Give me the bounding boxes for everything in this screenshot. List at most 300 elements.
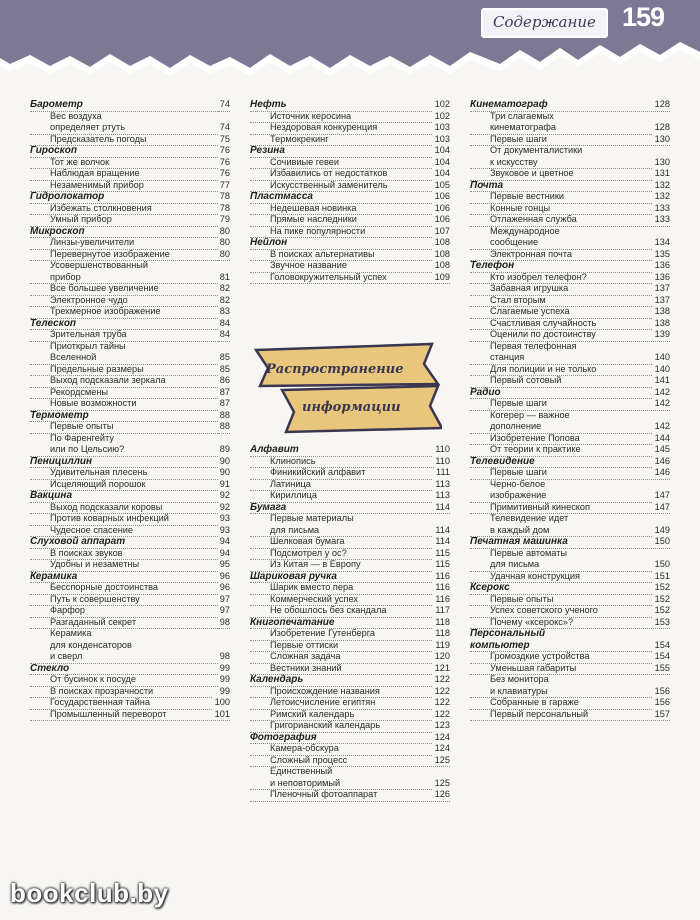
toc-entry[interactable] bbox=[30, 375, 230, 387]
section-title-box bbox=[481, 8, 608, 38]
toc-entry[interactable] bbox=[250, 582, 450, 594]
toc-page-number: 96 bbox=[218, 571, 230, 584]
toc-entry[interactable] bbox=[30, 651, 230, 663]
toc-entry-title: Телефон bbox=[470, 260, 670, 273]
toc-entry[interactable] bbox=[470, 605, 670, 617]
toc-heading[interactable] bbox=[30, 663, 230, 675]
toc-page-number: 116 bbox=[433, 582, 450, 595]
toc-heading[interactable] bbox=[470, 180, 670, 192]
toc-entry-title: или по Цельсию? bbox=[30, 444, 230, 457]
toc-entry[interactable] bbox=[470, 686, 670, 698]
toc-entry[interactable] bbox=[250, 559, 450, 571]
toc-heading[interactable] bbox=[30, 191, 230, 203]
toc-entry-title: Предсказатель погоды bbox=[30, 134, 230, 147]
toc-entry[interactable] bbox=[470, 490, 670, 502]
toc-entry[interactable] bbox=[250, 628, 450, 640]
toc-entry[interactable] bbox=[30, 640, 230, 652]
toc-entry[interactable] bbox=[470, 111, 670, 123]
toc-entry[interactable] bbox=[30, 295, 230, 307]
toc-entry[interactable] bbox=[470, 191, 670, 203]
toc-heading[interactable] bbox=[470, 628, 670, 640]
toc-page-number: 87 bbox=[218, 387, 230, 400]
toc-heading[interactable] bbox=[250, 145, 450, 157]
toc-entry[interactable] bbox=[470, 548, 670, 560]
page-number: 159 bbox=[622, 2, 665, 32]
toc-heading[interactable] bbox=[250, 444, 450, 456]
toc-entry-title: компьютер bbox=[470, 640, 670, 653]
toc-page-number: 93 bbox=[218, 513, 230, 526]
toc-entry-title: От теории к практике bbox=[470, 444, 670, 457]
toc-entry[interactable] bbox=[470, 651, 670, 663]
toc-page-number: 139 bbox=[653, 329, 670, 342]
toc-gap bbox=[250, 329, 450, 341]
toc-entry[interactable] bbox=[470, 594, 670, 606]
toc-heading[interactable] bbox=[250, 99, 450, 111]
toc-gap bbox=[250, 364, 450, 376]
toc-entry-title: Уменьшая габариты bbox=[470, 663, 670, 676]
toc-heading[interactable] bbox=[250, 674, 450, 686]
toc-entry-title: Единственный bbox=[270, 766, 333, 776]
toc-page-number: 82 bbox=[218, 283, 230, 296]
toc-entry[interactable] bbox=[250, 640, 450, 652]
toc-entry[interactable] bbox=[470, 433, 670, 445]
toc-entry[interactable] bbox=[30, 617, 230, 629]
toc-entry[interactable] bbox=[30, 134, 230, 146]
toc-entry-title: Счастливая случайность bbox=[470, 318, 670, 331]
toc-heading[interactable] bbox=[250, 237, 450, 249]
toc-entry-title: На пике популярности bbox=[250, 226, 450, 239]
toc-entry[interactable] bbox=[470, 502, 670, 514]
toc-page-number: 140 bbox=[653, 352, 670, 365]
toc-entry-title: Когерер — важное bbox=[490, 409, 570, 420]
toc-gap bbox=[250, 295, 450, 307]
toc-entry[interactable] bbox=[250, 709, 450, 721]
toc-entry-title: Умный прибор bbox=[30, 214, 230, 227]
toc-entry[interactable] bbox=[250, 605, 450, 617]
toc-page-number: 107 bbox=[433, 226, 450, 239]
toc-entry[interactable] bbox=[30, 260, 230, 272]
toc-entry[interactable] bbox=[250, 134, 450, 146]
toc-page-number: 106 bbox=[433, 203, 450, 216]
toc-entry-title: Клинопись bbox=[250, 456, 450, 469]
toc-entry-title: В поисках прозрачности bbox=[30, 686, 230, 699]
toc-entry-title: В поисках звуков bbox=[30, 548, 230, 561]
toc-entry[interactable] bbox=[30, 559, 230, 571]
toc-entry-title: Искусственный заменитель bbox=[250, 180, 450, 193]
toc-entry[interactable] bbox=[250, 686, 450, 698]
toc-page-number: 118 bbox=[433, 617, 450, 630]
toc-heading[interactable] bbox=[30, 99, 230, 111]
toc-page-number: 141 bbox=[653, 375, 670, 388]
toc-page-number: 85 bbox=[218, 352, 230, 365]
ribbon-line-2: информации bbox=[302, 400, 401, 415]
toc-entry[interactable] bbox=[250, 249, 450, 261]
toc-page-number: 153 bbox=[653, 617, 670, 630]
toc-entry-title: Гироскоп bbox=[30, 145, 230, 158]
toc-entry[interactable] bbox=[470, 249, 670, 261]
toc-entry[interactable] bbox=[250, 214, 450, 226]
toc-entry[interactable] bbox=[250, 743, 450, 755]
toc-entry[interactable] bbox=[470, 237, 670, 249]
toc-entry[interactable] bbox=[470, 214, 670, 226]
toc-entry-title: прибор bbox=[30, 272, 230, 285]
toc-entry[interactable] bbox=[30, 398, 230, 410]
toc-entry[interactable] bbox=[30, 548, 230, 560]
toc-page-number: 102 bbox=[433, 111, 450, 124]
toc-entry-title: Резина bbox=[250, 145, 450, 158]
toc-entry-title: Радио bbox=[470, 387, 670, 400]
toc-entry[interactable] bbox=[250, 467, 450, 479]
toc-entry-title: Сложный процесс bbox=[250, 755, 450, 768]
toc-entry[interactable] bbox=[250, 479, 450, 491]
toc-entry[interactable] bbox=[250, 789, 450, 801]
toc-entry[interactable] bbox=[30, 513, 230, 525]
toc-entry[interactable] bbox=[30, 433, 230, 445]
toc-entry-title: Пластмасса bbox=[250, 191, 450, 204]
toc-entry-title: Шарик вместо пера bbox=[250, 582, 450, 595]
toc-page-number: 90 bbox=[218, 456, 230, 469]
toc-entry[interactable] bbox=[30, 594, 230, 606]
toc-entry[interactable] bbox=[30, 582, 230, 594]
toc-entry[interactable] bbox=[470, 145, 670, 157]
toc-entry-title: Кириллица bbox=[250, 490, 450, 503]
toc-page-number: 104 bbox=[433, 157, 450, 170]
toc-column-1 bbox=[30, 99, 230, 720]
toc-entry[interactable] bbox=[30, 157, 230, 169]
toc-entry-title: Первая телефонная bbox=[490, 340, 577, 351]
toc-entry-title: Прямые наследники bbox=[250, 214, 450, 227]
toc-entry-title: Нефть bbox=[250, 99, 450, 112]
toc-page-number: 103 bbox=[433, 134, 450, 147]
toc-entry[interactable] bbox=[30, 697, 230, 709]
toc-page-number: 140 bbox=[653, 364, 670, 377]
toc-entry[interactable] bbox=[470, 364, 670, 376]
toc-entry[interactable] bbox=[470, 617, 670, 629]
toc-entry-title: Выход подсказали коровы bbox=[30, 502, 230, 515]
toc-page-number: 114 bbox=[433, 502, 450, 515]
toc-entry[interactable] bbox=[250, 456, 450, 468]
toc-entry[interactable] bbox=[470, 168, 670, 180]
toc-entry[interactable] bbox=[30, 237, 230, 249]
toc-entry[interactable] bbox=[30, 628, 230, 640]
toc-entry[interactable] bbox=[470, 525, 670, 537]
toc-entry[interactable] bbox=[250, 203, 450, 215]
toc-page-number: 108 bbox=[433, 249, 450, 262]
toc-entry[interactable] bbox=[250, 260, 450, 272]
toc-heading[interactable] bbox=[470, 456, 670, 468]
toc-entry[interactable] bbox=[470, 272, 670, 284]
toc-entry[interactable] bbox=[30, 341, 230, 353]
toc-heading[interactable] bbox=[30, 318, 230, 330]
toc-page-number: 74 bbox=[218, 99, 230, 112]
toc-entry[interactable] bbox=[30, 352, 230, 364]
toc-heading[interactable] bbox=[470, 260, 670, 272]
toc-page-number: 84 bbox=[218, 318, 230, 331]
toc-entry-title: Электронная почта bbox=[470, 249, 670, 262]
toc-entry[interactable] bbox=[30, 525, 230, 537]
toc-entry[interactable] bbox=[470, 410, 670, 422]
ribbon-line-1: Распространение bbox=[266, 362, 404, 377]
toc-entry[interactable] bbox=[470, 352, 670, 364]
toc-entry[interactable] bbox=[470, 122, 670, 134]
toc-entry-title: Шариковая ручка bbox=[250, 571, 450, 584]
toc-page-number: 115 bbox=[433, 559, 450, 572]
toc-page-number: 89 bbox=[218, 444, 230, 457]
toc-entry[interactable] bbox=[250, 778, 450, 790]
toc-heading[interactable] bbox=[30, 456, 230, 468]
toc-entry-title: Пленочный фотоаппарат bbox=[250, 789, 450, 802]
toc-page-number: 131 bbox=[653, 168, 670, 181]
toc-entry-title: От документалистики bbox=[490, 145, 583, 155]
toc-entry[interactable] bbox=[30, 709, 230, 721]
toc-entry-title: Коммерческий успех bbox=[250, 594, 450, 607]
toc-entry-title: Собранные в гараже bbox=[470, 697, 670, 710]
toc-page-number: 78 bbox=[218, 203, 230, 216]
toc-entry[interactable] bbox=[470, 341, 670, 353]
toc-entry[interactable] bbox=[470, 398, 670, 410]
toc-entry-title: Латиница bbox=[250, 479, 450, 492]
toc-entry[interactable] bbox=[30, 479, 230, 491]
toc-column-2 bbox=[250, 99, 450, 801]
toc-entry-title: Почему «ксерокс»? bbox=[470, 617, 670, 630]
toc-entry[interactable] bbox=[30, 168, 230, 180]
toc-entry-title: Книгопечатание bbox=[250, 617, 450, 630]
toc-entry-title: Избежать столкновения bbox=[30, 203, 230, 216]
toc-page-number: 150 bbox=[653, 536, 670, 549]
toc-entry[interactable] bbox=[470, 697, 670, 709]
toc-heading[interactable] bbox=[250, 191, 450, 203]
toc-heading[interactable] bbox=[470, 99, 670, 111]
toc-entry-title: Григорианский календарь bbox=[250, 720, 450, 733]
toc-entry[interactable] bbox=[470, 329, 670, 341]
toc-entry[interactable] bbox=[470, 226, 670, 238]
toc-heading[interactable] bbox=[250, 502, 450, 514]
toc-heading[interactable] bbox=[250, 732, 450, 744]
toc-page-number: 80 bbox=[218, 249, 230, 262]
toc-entry[interactable] bbox=[30, 249, 230, 261]
toc-entry[interactable] bbox=[470, 709, 670, 721]
toc-entry-title: Термометр bbox=[30, 410, 230, 423]
toc-entry[interactable] bbox=[470, 479, 670, 491]
toc-entry[interactable] bbox=[470, 134, 670, 146]
toc-entry-title: Линзы-увеличители bbox=[30, 237, 230, 250]
toc-entry-title: Первые вестники bbox=[470, 191, 670, 204]
toc-entry-title: Первые оттиски bbox=[250, 640, 450, 653]
toc-entry[interactable] bbox=[250, 226, 450, 238]
toc-entry-title: Оценили по достоинству bbox=[470, 329, 670, 342]
toc-gap bbox=[250, 318, 450, 330]
toc-entry[interactable] bbox=[30, 444, 230, 456]
toc-entry[interactable] bbox=[470, 571, 670, 583]
toc-gap bbox=[250, 283, 450, 295]
toc-entry[interactable] bbox=[30, 686, 230, 698]
toc-heading[interactable] bbox=[470, 387, 670, 399]
toc-entry[interactable] bbox=[470, 444, 670, 456]
toc-entry[interactable] bbox=[470, 306, 670, 318]
toc-entry[interactable] bbox=[250, 536, 450, 548]
toc-entry-title: и сверл bbox=[30, 651, 230, 664]
toc-entry-title: Выход подсказали зеркала bbox=[30, 375, 230, 388]
toc-entry-title: Успех советского ученого bbox=[470, 605, 670, 618]
toc-gap bbox=[250, 421, 450, 433]
toc-entry[interactable] bbox=[470, 283, 670, 295]
toc-page-number: 76 bbox=[218, 168, 230, 181]
toc-page-number: 92 bbox=[218, 490, 230, 503]
toc-entry[interactable] bbox=[470, 203, 670, 215]
toc-heading[interactable] bbox=[250, 617, 450, 629]
toc-entry[interactable] bbox=[30, 364, 230, 376]
toc-entry[interactable] bbox=[250, 513, 450, 525]
toc-page-number: 103 bbox=[433, 122, 450, 135]
toc-page-number: 85 bbox=[218, 364, 230, 377]
toc-entry-title: Конные гонцы bbox=[470, 203, 670, 216]
toc-page-number: 149 bbox=[653, 525, 670, 538]
toc-entry[interactable] bbox=[250, 697, 450, 709]
toc-entry-title: сообщение bbox=[470, 237, 670, 250]
toc-page-number: 142 bbox=[653, 421, 670, 434]
toc-entry-title: По Фаренгейту bbox=[50, 432, 114, 443]
toc-page-number: 86 bbox=[218, 375, 230, 388]
toc-entry[interactable] bbox=[250, 122, 450, 134]
toc-entry[interactable] bbox=[470, 559, 670, 571]
toc-entry[interactable] bbox=[30, 421, 230, 433]
watermark: bookclub.by bbox=[10, 878, 169, 908]
toc-page-number: 97 bbox=[218, 594, 230, 607]
toc-entry[interactable] bbox=[30, 502, 230, 514]
toc-page-number: 122 bbox=[433, 674, 450, 687]
toc-entry[interactable] bbox=[470, 467, 670, 479]
toc-entry[interactable] bbox=[250, 720, 450, 732]
toc-entry[interactable] bbox=[250, 157, 450, 169]
toc-entry-title: Керамика bbox=[30, 571, 230, 584]
toc-page-number: 94 bbox=[218, 548, 230, 561]
toc-heading[interactable] bbox=[250, 571, 450, 583]
toc-entry[interactable] bbox=[30, 605, 230, 617]
toc-entry[interactable] bbox=[30, 467, 230, 479]
toc-page-number: 84 bbox=[218, 329, 230, 342]
toc-entry-title: Римский календарь bbox=[250, 709, 450, 722]
toc-entry-title: Первые шаги bbox=[470, 134, 670, 147]
toc-entry-title: Против коварных инфекций bbox=[30, 513, 230, 526]
toc-page-number: 80 bbox=[218, 226, 230, 239]
toc-heading[interactable] bbox=[30, 490, 230, 502]
toc-page-number: 136 bbox=[653, 260, 670, 273]
toc-page-number: 77 bbox=[218, 180, 230, 193]
toc-entry-title: Нейлон bbox=[250, 237, 450, 250]
toc-entry[interactable] bbox=[250, 548, 450, 560]
toc-heading[interactable] bbox=[30, 410, 230, 422]
toc-entry[interactable] bbox=[250, 525, 450, 537]
toc-page-number: 145 bbox=[653, 444, 670, 457]
toc-entry[interactable] bbox=[250, 490, 450, 502]
toc-entry[interactable] bbox=[470, 674, 670, 686]
toc-gap bbox=[250, 433, 450, 445]
toc-entry-title: Слагаемые успеха bbox=[470, 306, 670, 319]
toc-page-number: 78 bbox=[218, 191, 230, 204]
toc-entry-title: Промышленный переворот bbox=[30, 709, 230, 722]
toc-entry-title: Первый персональный bbox=[470, 709, 670, 722]
toc-page-number: 94 bbox=[218, 536, 230, 549]
toc-entry[interactable] bbox=[30, 283, 230, 295]
section-title: Содержание bbox=[493, 13, 596, 31]
toc-entry-title: Алфавит bbox=[250, 444, 450, 457]
toc-entry-title: Почта bbox=[470, 180, 670, 193]
toc-entry-title: Происхождение названия bbox=[250, 686, 450, 699]
toc-entry[interactable] bbox=[30, 180, 230, 192]
toc-entry-title: Вселенной bbox=[30, 352, 230, 365]
toc-heading[interactable] bbox=[470, 640, 670, 652]
toc-entry[interactable] bbox=[30, 329, 230, 341]
toc-page-number: 104 bbox=[433, 145, 450, 158]
toc-entry-title: Гидролокатор bbox=[30, 191, 230, 204]
toc-entry[interactable] bbox=[30, 111, 230, 123]
toc-entry-title: и неповторимый bbox=[250, 778, 450, 791]
toc-heading[interactable] bbox=[30, 536, 230, 548]
toc-entry[interactable] bbox=[30, 214, 230, 226]
toc-page-number: 99 bbox=[218, 686, 230, 699]
toc-page-number: 138 bbox=[653, 306, 670, 319]
toc-entry-title: Ксерокс bbox=[470, 582, 670, 595]
toc-entry[interactable] bbox=[30, 122, 230, 134]
toc-entry-title: определяет ртуть bbox=[30, 122, 230, 135]
toc-entry[interactable] bbox=[470, 513, 670, 525]
toc-entry-title: Стекло bbox=[30, 663, 230, 676]
toc-entry-title: Вакцина bbox=[30, 490, 230, 503]
toc-entry-title: Телевидение bbox=[470, 456, 670, 469]
toc-entry[interactable] bbox=[30, 203, 230, 215]
toc-entry[interactable] bbox=[470, 663, 670, 675]
toc-entry[interactable] bbox=[250, 272, 450, 284]
toc-entry[interactable] bbox=[250, 594, 450, 606]
toc-entry[interactable] bbox=[250, 755, 450, 767]
toc-entry[interactable] bbox=[470, 295, 670, 307]
toc-entry-title: Чудесное спасение bbox=[30, 525, 230, 538]
toc-entry-title: Электронное чудо bbox=[30, 295, 230, 308]
toc-heading[interactable] bbox=[30, 145, 230, 157]
toc-heading[interactable] bbox=[30, 571, 230, 583]
toc-page-number: 114 bbox=[433, 525, 450, 538]
toc-entry-title: Первые опыты bbox=[470, 594, 670, 607]
toc-entry[interactable] bbox=[250, 663, 450, 675]
toc-entry[interactable] bbox=[250, 651, 450, 663]
toc-entry[interactable] bbox=[30, 272, 230, 284]
toc-page-number: 130 bbox=[653, 157, 670, 170]
toc-entry[interactable] bbox=[470, 318, 670, 330]
toc-page-number: 125 bbox=[433, 755, 450, 768]
toc-page-number: 110 bbox=[433, 444, 450, 457]
toc-page-number: 124 bbox=[433, 732, 450, 745]
toc-heading[interactable] bbox=[470, 582, 670, 594]
toc-heading[interactable] bbox=[30, 226, 230, 238]
toc-page-number: 88 bbox=[218, 421, 230, 434]
toc-entry[interactable] bbox=[470, 157, 670, 169]
toc-entry[interactable] bbox=[250, 168, 450, 180]
toc-entry[interactable] bbox=[30, 306, 230, 318]
toc-entry[interactable] bbox=[30, 387, 230, 399]
toc-entry[interactable] bbox=[470, 375, 670, 387]
toc-entry[interactable] bbox=[470, 421, 670, 433]
toc-heading[interactable] bbox=[470, 536, 670, 548]
toc-entry-title: Слуховой аппарат bbox=[30, 536, 230, 549]
toc-entry[interactable] bbox=[250, 111, 450, 123]
toc-entry[interactable] bbox=[250, 766, 450, 778]
toc-entry[interactable] bbox=[30, 674, 230, 686]
toc-page-number: 108 bbox=[433, 260, 450, 273]
toc-page-number: 106 bbox=[433, 214, 450, 227]
toc-entry-title: для конденсаторов bbox=[50, 639, 132, 650]
toc-entry[interactable] bbox=[250, 180, 450, 192]
toc-entry-title: Удобны и незаметны bbox=[30, 559, 230, 572]
